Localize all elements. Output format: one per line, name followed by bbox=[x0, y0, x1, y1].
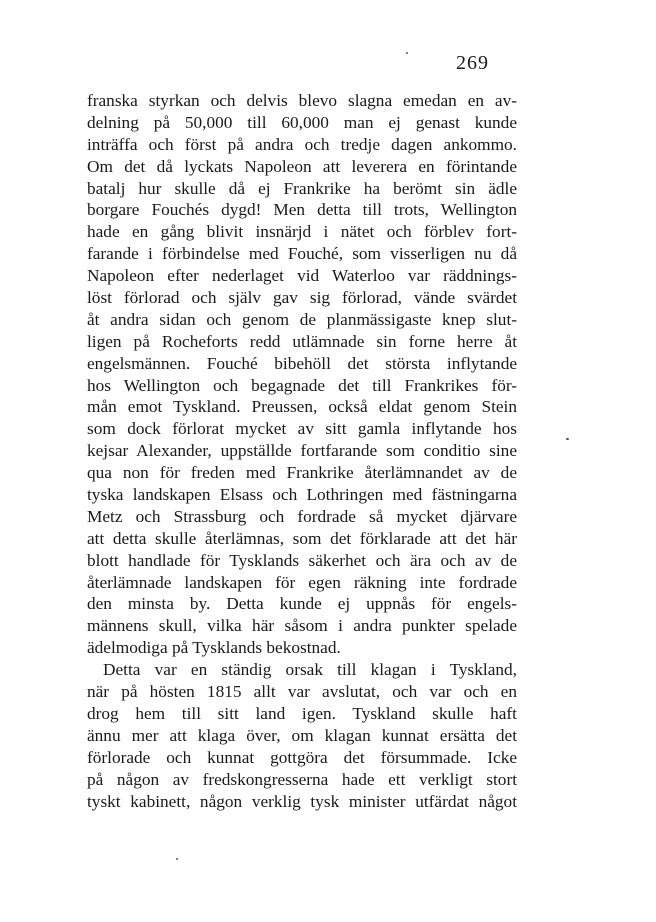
text-line: Napoleon efter nederlaget vid Waterloo var räddnings- bbox=[87, 266, 517, 286]
text-line: att detta skulle återlämnas, som det förklarade att det här bbox=[87, 528, 517, 548]
text-line: ädelmodiga på Tysklands bekostnad. bbox=[87, 638, 341, 658]
body-text bbox=[87, 90, 517, 812]
text-line: hade en gång blivit insnärjd i nätet och förblev fort- bbox=[87, 222, 517, 242]
text-line: männens skull, vilka här såsom i andra punkter spelade bbox=[87, 616, 517, 636]
text-line: inträffa och först på andra och tredje dagen ankommo. bbox=[87, 134, 517, 154]
text-line: borgare Fouchés dygd! Men detta till trots, Wellington bbox=[87, 200, 517, 220]
text-line: farande i förbindelse med Fouché, som visserligen nu då bbox=[87, 244, 517, 264]
text-line: engelsmännen. Fouché bibehöll det största inflytande bbox=[87, 353, 517, 373]
print-speck bbox=[176, 858, 178, 860]
text-line: Metz och Strassburg och fordrade så mycket djärvare bbox=[87, 506, 517, 526]
text-line: qua non för freden med Frankrike återlämnandet av de bbox=[87, 463, 517, 483]
text-line: ligen på Rocheforts redd utlämnade sin forne herre åt bbox=[87, 331, 517, 351]
text-line: Om det då lyckats Napoleon att leverera en förintande bbox=[87, 156, 517, 176]
text-line: den minsta by. Detta kunde ej uppnås för engels- bbox=[87, 594, 517, 614]
text-line: på någon av fredskongresserna hade ett verkligt stort bbox=[87, 769, 517, 789]
text-line: hos Wellington och begagnade det till Frankrikes för- bbox=[87, 375, 517, 395]
text-line: åt andra sidan och genom de planmässigaste knep slut- bbox=[87, 309, 517, 329]
text-line: som dock förlorat mycket av sitt gamla inflytande hos bbox=[87, 419, 517, 439]
text-line: mån emot Tyskland. Preussen, också eldat genom Stein bbox=[87, 397, 517, 417]
print-speck bbox=[406, 52, 408, 54]
text-line: tyskt kabinett, någon verklig tysk minister utfärdat något bbox=[87, 791, 517, 811]
text-line: Detta var en ständig orsak till klagan i Tyskland, bbox=[103, 660, 517, 680]
text-line: löst förlorad och själv gav sig förlorad, vände svärdet bbox=[87, 288, 517, 308]
text-line: tyska landskapen Elsass och Lothringen med fästningarna bbox=[87, 485, 517, 505]
text-line: kejsar Alexander, uppställde fortfarande som conditio sine bbox=[87, 441, 517, 461]
text-line: franska styrkan och delvis blevo slagna emedan en av- bbox=[87, 91, 517, 110]
text-line: drog hem till sitt land igen. Tyskland skulle haft bbox=[87, 703, 517, 723]
page-number: 269 bbox=[456, 52, 489, 74]
print-speck bbox=[566, 438, 569, 440]
text-line: återlämnade landskapen för egen räkning inte fordrade bbox=[87, 572, 517, 592]
text-line: när på hösten 1815 allt var avslutat, och var och en bbox=[87, 682, 517, 702]
text-line: ännu mer att klaga över, om klagan kunnat ersätta det bbox=[87, 725, 517, 745]
text-line: batalj hur skulle då ej Frankrike ha berömt sin ädle bbox=[87, 178, 517, 198]
text-line: delning på 50,000 till 60,000 man ej genast kunde bbox=[87, 112, 517, 132]
text-line: blott handlade för Tysklands säkerhet och ära och av de bbox=[87, 550, 517, 570]
text-line: förlorade och kunnat gottgöra det försummade. Icke bbox=[87, 747, 517, 767]
